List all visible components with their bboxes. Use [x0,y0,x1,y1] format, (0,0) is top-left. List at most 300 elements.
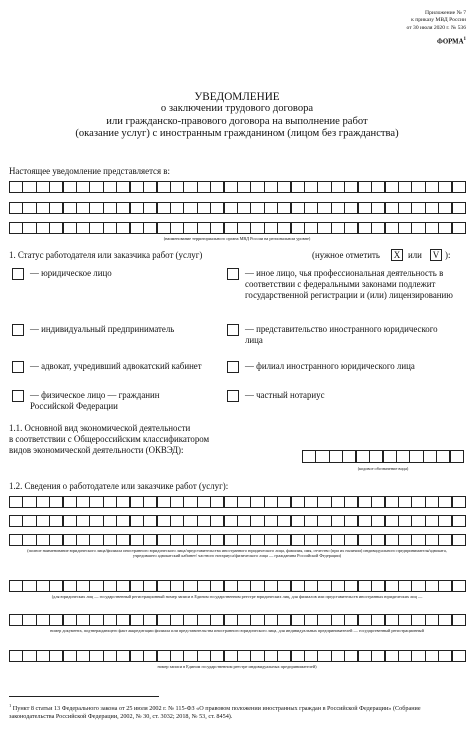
char-cell[interactable] [22,181,36,193]
char-cell[interactable] [9,650,23,662]
char-cell[interactable] [291,222,305,234]
char-cell[interactable] [116,496,130,508]
char-cell[interactable] [385,515,399,527]
char-cell[interactable] [130,580,144,592]
char-cell[interactable] [438,181,452,193]
char-cell[interactable] [197,202,211,214]
char-cell[interactable] [36,614,50,626]
char-cell[interactable] [425,222,439,234]
recipient-cells-row-3[interactable] [9,222,465,234]
char-cell[interactable] [116,222,130,234]
char-cell[interactable] [423,450,437,463]
char-cell[interactable] [237,614,251,626]
employer-egrip-cells[interactable] [9,650,465,662]
char-cell[interactable] [103,580,117,592]
char-cell[interactable] [452,181,466,193]
char-cell[interactable] [264,181,278,193]
char-cell[interactable] [210,614,224,626]
char-cell[interactable] [197,614,211,626]
char-cell[interactable] [331,496,345,508]
char-cell[interactable] [210,580,224,592]
char-cell[interactable] [304,202,318,214]
char-cell[interactable] [331,614,345,626]
char-cell[interactable] [89,534,103,546]
char-cell[interactable] [63,496,77,508]
char-cell[interactable] [385,181,399,193]
char-cell[interactable] [237,580,251,592]
char-cell[interactable] [49,181,63,193]
char-cell[interactable] [356,450,370,463]
char-cell[interactable] [103,515,117,527]
char-cell[interactable] [304,496,318,508]
char-cell[interactable] [130,181,144,193]
recipient-cells-row-1[interactable] [9,181,465,193]
char-cell[interactable] [170,222,184,234]
char-cell[interactable] [224,202,238,214]
char-cell[interactable] [237,650,251,662]
char-cell[interactable] [371,580,385,592]
char-cell[interactable] [398,202,412,214]
char-cell[interactable] [183,202,197,214]
char-cell[interactable] [36,202,50,214]
char-cell[interactable] [425,534,439,546]
char-cell[interactable] [210,202,224,214]
char-cell[interactable] [331,202,345,214]
char-cell[interactable] [425,580,439,592]
char-cell[interactable] [411,614,425,626]
char-cell[interactable] [22,614,36,626]
char-cell[interactable] [89,650,103,662]
char-cell[interactable] [9,515,23,527]
char-cell[interactable] [277,580,291,592]
char-cell[interactable] [49,515,63,527]
char-cell[interactable] [358,496,372,508]
char-cell[interactable] [130,614,144,626]
char-cell[interactable] [291,181,305,193]
employer-name-cells-row-1[interactable] [9,496,465,508]
char-cell[interactable] [452,580,466,592]
char-cell[interactable] [183,181,197,193]
char-cell[interactable] [197,515,211,527]
char-cell[interactable] [291,580,305,592]
char-cell[interactable] [183,614,197,626]
char-cell[interactable] [425,614,439,626]
char-cell[interactable] [291,202,305,214]
char-cell[interactable] [237,222,251,234]
status-checkbox-citizen[interactable] [12,390,24,402]
char-cell[interactable] [157,202,171,214]
char-cell[interactable] [331,181,345,193]
char-cell[interactable] [157,515,171,527]
char-cell[interactable] [170,496,184,508]
char-cell[interactable] [250,534,264,546]
char-cell[interactable] [452,515,466,527]
char-cell[interactable] [9,580,23,592]
char-cell[interactable] [304,534,318,546]
char-cell[interactable] [22,515,36,527]
char-cell[interactable] [224,650,238,662]
char-cell[interactable] [438,534,452,546]
char-cell[interactable] [130,202,144,214]
employer-ogrn-cells[interactable] [9,580,465,592]
char-cell[interactable] [116,614,130,626]
char-cell[interactable] [210,222,224,234]
char-cell[interactable] [183,496,197,508]
char-cell[interactable] [170,534,184,546]
char-cell[interactable] [89,496,103,508]
char-cell[interactable] [237,515,251,527]
char-cell[interactable] [398,580,412,592]
char-cell[interactable] [317,222,331,234]
status-checkbox-representative-office[interactable] [227,324,239,336]
char-cell[interactable] [76,580,90,592]
char-cell[interactable] [157,181,171,193]
char-cell[interactable] [36,222,50,234]
char-cell[interactable] [385,580,399,592]
char-cell[interactable] [250,222,264,234]
char-cell[interactable] [157,496,171,508]
char-cell[interactable] [103,496,117,508]
char-cell[interactable] [438,580,452,592]
char-cell[interactable] [264,580,278,592]
char-cell[interactable] [385,534,399,546]
char-cell[interactable] [277,496,291,508]
char-cell[interactable] [317,202,331,214]
char-cell[interactable] [358,580,372,592]
char-cell[interactable] [157,614,171,626]
char-cell[interactable] [411,222,425,234]
char-cell[interactable] [291,534,305,546]
char-cell[interactable] [22,202,36,214]
char-cell[interactable] [317,181,331,193]
char-cell[interactable] [317,534,331,546]
status-checkbox-branch[interactable] [227,361,239,373]
char-cell[interactable] [89,181,103,193]
char-cell[interactable] [371,181,385,193]
char-cell[interactable] [210,496,224,508]
char-cell[interactable] [103,614,117,626]
char-cell[interactable] [49,650,63,662]
char-cell[interactable] [396,450,410,463]
char-cell[interactable] [63,202,77,214]
char-cell[interactable] [304,222,318,234]
char-cell[interactable] [9,181,23,193]
char-cell[interactable] [264,614,278,626]
char-cell[interactable] [89,202,103,214]
char-cell[interactable] [36,181,50,193]
char-cell[interactable] [210,534,224,546]
char-cell[interactable] [452,650,466,662]
char-cell[interactable] [385,650,399,662]
char-cell[interactable] [358,534,372,546]
char-cell[interactable] [210,650,224,662]
char-cell[interactable] [371,496,385,508]
char-cell[interactable] [116,534,130,546]
char-cell[interactable] [197,496,211,508]
char-cell[interactable] [170,181,184,193]
char-cell[interactable] [143,496,157,508]
char-cell[interactable] [143,181,157,193]
char-cell[interactable] [450,450,464,463]
char-cell[interactable] [116,181,130,193]
char-cell[interactable] [264,650,278,662]
char-cell[interactable] [103,650,117,662]
char-cell[interactable] [237,496,251,508]
char-cell[interactable] [103,222,117,234]
char-cell[interactable] [237,202,251,214]
char-cell[interactable] [398,614,412,626]
char-cell[interactable] [344,534,358,546]
char-cell[interactable] [49,202,63,214]
char-cell[interactable] [9,534,23,546]
char-cell[interactable] [197,580,211,592]
char-cell[interactable] [143,580,157,592]
char-cell[interactable] [331,580,345,592]
char-cell[interactable] [331,222,345,234]
char-cell[interactable] [116,515,130,527]
char-cell[interactable] [36,580,50,592]
char-cell[interactable] [452,534,466,546]
char-cell[interactable] [291,515,305,527]
char-cell[interactable] [170,515,184,527]
char-cell[interactable] [22,650,36,662]
char-cell[interactable] [317,515,331,527]
char-cell[interactable] [170,614,184,626]
char-cell[interactable] [157,580,171,592]
char-cell[interactable] [143,534,157,546]
recipient-cells-row-2[interactable] [9,202,465,214]
char-cell[interactable] [63,580,77,592]
char-cell[interactable] [277,650,291,662]
char-cell[interactable] [411,515,425,527]
char-cell[interactable] [49,222,63,234]
char-cell[interactable] [371,650,385,662]
char-cell[interactable] [63,515,77,527]
char-cell[interactable] [358,181,372,193]
char-cell[interactable] [76,515,90,527]
employer-name-cells-row-3[interactable] [9,534,465,546]
char-cell[interactable] [385,614,399,626]
char-cell[interactable] [22,496,36,508]
char-cell[interactable] [103,534,117,546]
char-cell[interactable] [116,580,130,592]
char-cell[interactable] [398,515,412,527]
char-cell[interactable] [63,222,77,234]
char-cell[interactable] [250,515,264,527]
char-cell[interactable] [157,650,171,662]
employer-name-cells-row-2[interactable] [9,515,465,527]
char-cell[interactable] [264,534,278,546]
char-cell[interactable] [183,222,197,234]
char-cell[interactable] [76,202,90,214]
char-cell[interactable] [170,580,184,592]
char-cell[interactable] [76,650,90,662]
char-cell[interactable] [157,534,171,546]
char-cell[interactable] [197,650,211,662]
char-cell[interactable] [371,534,385,546]
char-cell[interactable] [411,580,425,592]
okved-code-cells[interactable] [302,450,464,463]
char-cell[interactable] [358,515,372,527]
char-cell[interactable] [358,222,372,234]
char-cell[interactable] [438,496,452,508]
char-cell[interactable] [425,202,439,214]
char-cell[interactable] [317,496,331,508]
char-cell[interactable] [170,202,184,214]
char-cell[interactable] [371,515,385,527]
char-cell[interactable] [398,496,412,508]
char-cell[interactable] [237,534,251,546]
char-cell[interactable] [76,222,90,234]
char-cell[interactable] [344,222,358,234]
char-cell[interactable] [385,222,399,234]
char-cell[interactable] [9,202,23,214]
char-cell[interactable] [452,496,466,508]
char-cell[interactable] [291,614,305,626]
char-cell[interactable] [76,534,90,546]
char-cell[interactable] [130,650,144,662]
char-cell[interactable] [438,515,452,527]
char-cell[interactable] [183,515,197,527]
char-cell[interactable] [329,450,343,463]
char-cell[interactable] [344,181,358,193]
char-cell[interactable] [411,181,425,193]
char-cell[interactable] [317,614,331,626]
char-cell[interactable] [277,614,291,626]
char-cell[interactable] [49,496,63,508]
char-cell[interactable] [36,515,50,527]
char-cell[interactable] [157,222,171,234]
char-cell[interactable] [250,614,264,626]
char-cell[interactable] [130,222,144,234]
char-cell[interactable] [277,181,291,193]
char-cell[interactable] [438,614,452,626]
char-cell[interactable] [224,534,238,546]
char-cell[interactable] [304,580,318,592]
char-cell[interactable] [344,202,358,214]
char-cell[interactable] [344,650,358,662]
char-cell[interactable] [89,614,103,626]
char-cell[interactable] [358,614,372,626]
char-cell[interactable] [170,650,184,662]
char-cell[interactable] [398,534,412,546]
char-cell[interactable] [264,496,278,508]
char-cell[interactable] [358,650,372,662]
char-cell[interactable] [302,450,316,463]
char-cell[interactable] [197,534,211,546]
char-cell[interactable] [76,614,90,626]
char-cell[interactable] [304,181,318,193]
char-cell[interactable] [398,222,412,234]
employer-accreditation-cells[interactable] [9,614,465,626]
char-cell[interactable] [304,650,318,662]
char-cell[interactable] [210,515,224,527]
char-cell[interactable] [250,181,264,193]
char-cell[interactable] [250,496,264,508]
char-cell[interactable] [344,496,358,508]
char-cell[interactable] [143,222,157,234]
char-cell[interactable] [63,181,77,193]
char-cell[interactable] [36,650,50,662]
char-cell[interactable] [436,450,450,463]
char-cell[interactable] [49,580,63,592]
char-cell[interactable] [143,650,157,662]
char-cell[interactable] [250,580,264,592]
status-checkbox-other-person[interactable] [227,268,239,280]
char-cell[interactable] [224,222,238,234]
char-cell[interactable] [197,222,211,234]
char-cell[interactable] [369,450,383,463]
char-cell[interactable] [438,650,452,662]
char-cell[interactable] [250,202,264,214]
char-cell[interactable] [264,515,278,527]
char-cell[interactable] [425,181,439,193]
status-checkbox-entrepreneur[interactable] [12,324,24,336]
char-cell[interactable] [371,614,385,626]
char-cell[interactable] [89,580,103,592]
char-cell[interactable] [9,222,23,234]
char-cell[interactable] [224,515,238,527]
char-cell[interactable] [264,222,278,234]
char-cell[interactable] [398,181,412,193]
char-cell[interactable] [344,614,358,626]
char-cell[interactable] [116,202,130,214]
char-cell[interactable] [385,496,399,508]
char-cell[interactable] [317,650,331,662]
status-checkbox-notary[interactable] [227,390,239,402]
char-cell[interactable] [277,222,291,234]
char-cell[interactable] [224,580,238,592]
char-cell[interactable] [250,650,264,662]
char-cell[interactable] [130,515,144,527]
char-cell[interactable] [22,222,36,234]
status-checkbox-legal-entity[interactable] [12,268,24,280]
char-cell[interactable] [358,202,372,214]
char-cell[interactable] [277,515,291,527]
char-cell[interactable] [183,580,197,592]
char-cell[interactable] [452,202,466,214]
char-cell[interactable] [411,650,425,662]
status-checkbox-lawyer[interactable] [12,361,24,373]
char-cell[interactable] [277,202,291,214]
char-cell[interactable] [224,496,238,508]
char-cell[interactable] [315,450,329,463]
char-cell[interactable] [9,614,23,626]
char-cell[interactable] [143,515,157,527]
char-cell[interactable] [36,496,50,508]
char-cell[interactable] [304,515,318,527]
char-cell[interactable] [76,181,90,193]
char-cell[interactable] [22,580,36,592]
char-cell[interactable] [411,496,425,508]
char-cell[interactable] [197,181,211,193]
char-cell[interactable] [264,202,278,214]
char-cell[interactable] [342,450,356,463]
char-cell[interactable] [371,222,385,234]
char-cell[interactable] [103,181,117,193]
char-cell[interactable] [103,202,117,214]
char-cell[interactable] [371,202,385,214]
char-cell[interactable] [63,650,77,662]
char-cell[interactable] [36,534,50,546]
char-cell[interactable] [452,222,466,234]
char-cell[interactable] [89,222,103,234]
char-cell[interactable] [425,650,439,662]
char-cell[interactable] [277,534,291,546]
char-cell[interactable] [438,202,452,214]
char-cell[interactable] [89,515,103,527]
char-cell[interactable] [398,650,412,662]
